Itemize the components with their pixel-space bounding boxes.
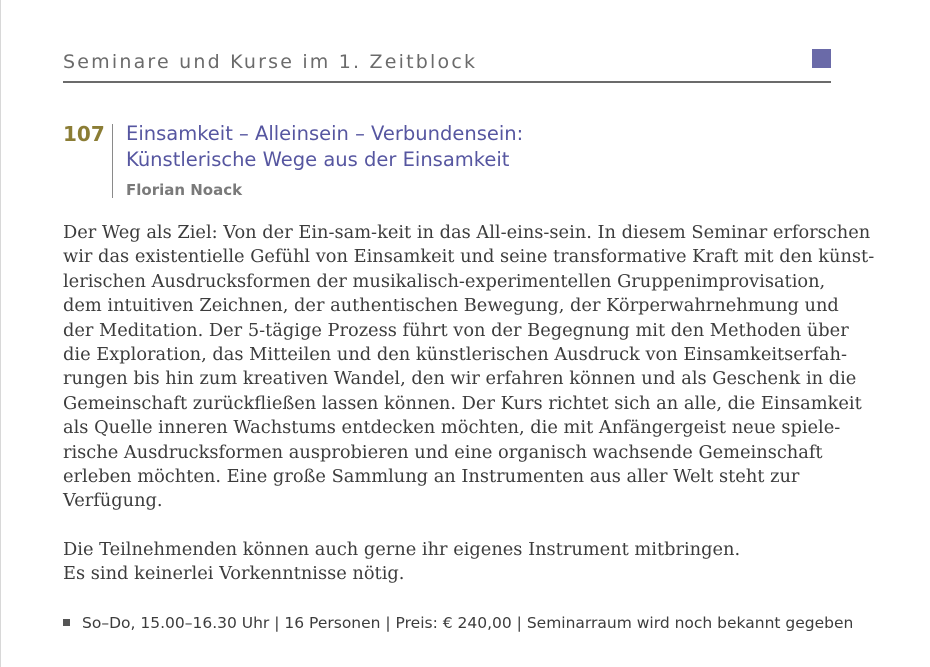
section-header bbox=[63, 48, 831, 83]
section-title: Seminare und Kurse im 1. Zeitblock bbox=[63, 51, 478, 73]
description-line: Verfügung. bbox=[63, 490, 163, 512]
notes-line: Es sind keinerlei Vorkenntnisse nötig. bbox=[63, 563, 405, 585]
course-description bbox=[63, 221, 875, 514]
notes-line: Die Teilnehmenden können auch gerne ihr eigenes Instrument mitbringen. bbox=[63, 539, 741, 560]
description-line: die Exploration, das Mitteilen und den künstlerischen Ausdruck von Einsamkeitserfah- bbox=[63, 344, 847, 366]
description-line: der Meditation. Der 5-tägige Prozess führt von der Begegnung mit den Methoden über bbox=[63, 319, 849, 341]
description-line: wir das existentielle Gefühl von Einsamkeit und seine transformative Kraft mit den künst- bbox=[63, 246, 875, 268]
course-number: 107 bbox=[63, 122, 105, 146]
description-line: rungen bis hin zum kreativen Wandel, den wir erfahren können und als Geschenk in die bbox=[63, 368, 857, 390]
description-line: lerischen Ausdrucksformen der musikalisch-experimentellen Gruppenimprovisation, bbox=[63, 270, 826, 292]
course-page bbox=[63, 0, 875, 667]
description-line: dem intuitiven Zeichnen, der authentischen Bewegung, der Körperwahrnehmung und bbox=[63, 295, 839, 317]
description-line: Der Weg als Ziel: Von der Ein-sam-keit in das All-eins-sein. In diesem Seminar erforschen bbox=[63, 222, 871, 243]
section-marker bbox=[812, 49, 831, 68]
description-line: als Quelle inneren Wachstums entdecken möchten, die mit Anfängergeist neue spiele- bbox=[63, 417, 841, 439]
course-details bbox=[63, 614, 853, 632]
bullet-icon bbox=[63, 619, 70, 626]
course-title-block bbox=[112, 124, 523, 198]
description-line: rische Ausdrucksformen ausprobieren und eine organisch wachsende Gemeinschaft bbox=[63, 441, 823, 463]
description-line: Gemeinschaft zurückfließen lassen können. Der Kurs richtet sich an alle, die Einsamkeit bbox=[63, 392, 862, 414]
course-details-text: So–Do, 15.00–16.30 Uhr | 16 Personen | Preis: € 240,00 | Seminarraum wird noch bekannt gegeben bbox=[82, 614, 854, 632]
description-line: erleben möchten. Eine große Sammlung an Instrumenten aus aller Welt steht zur bbox=[63, 466, 800, 488]
course-author: Florian Noack bbox=[126, 181, 243, 199]
course-title-line-2: Künstlerische Wege aus der Einsamkeit bbox=[126, 148, 510, 171]
course-title-line-1: Einsamkeit – Alleinsein – Verbundensein: bbox=[126, 122, 524, 145]
course-notes bbox=[63, 538, 740, 587]
